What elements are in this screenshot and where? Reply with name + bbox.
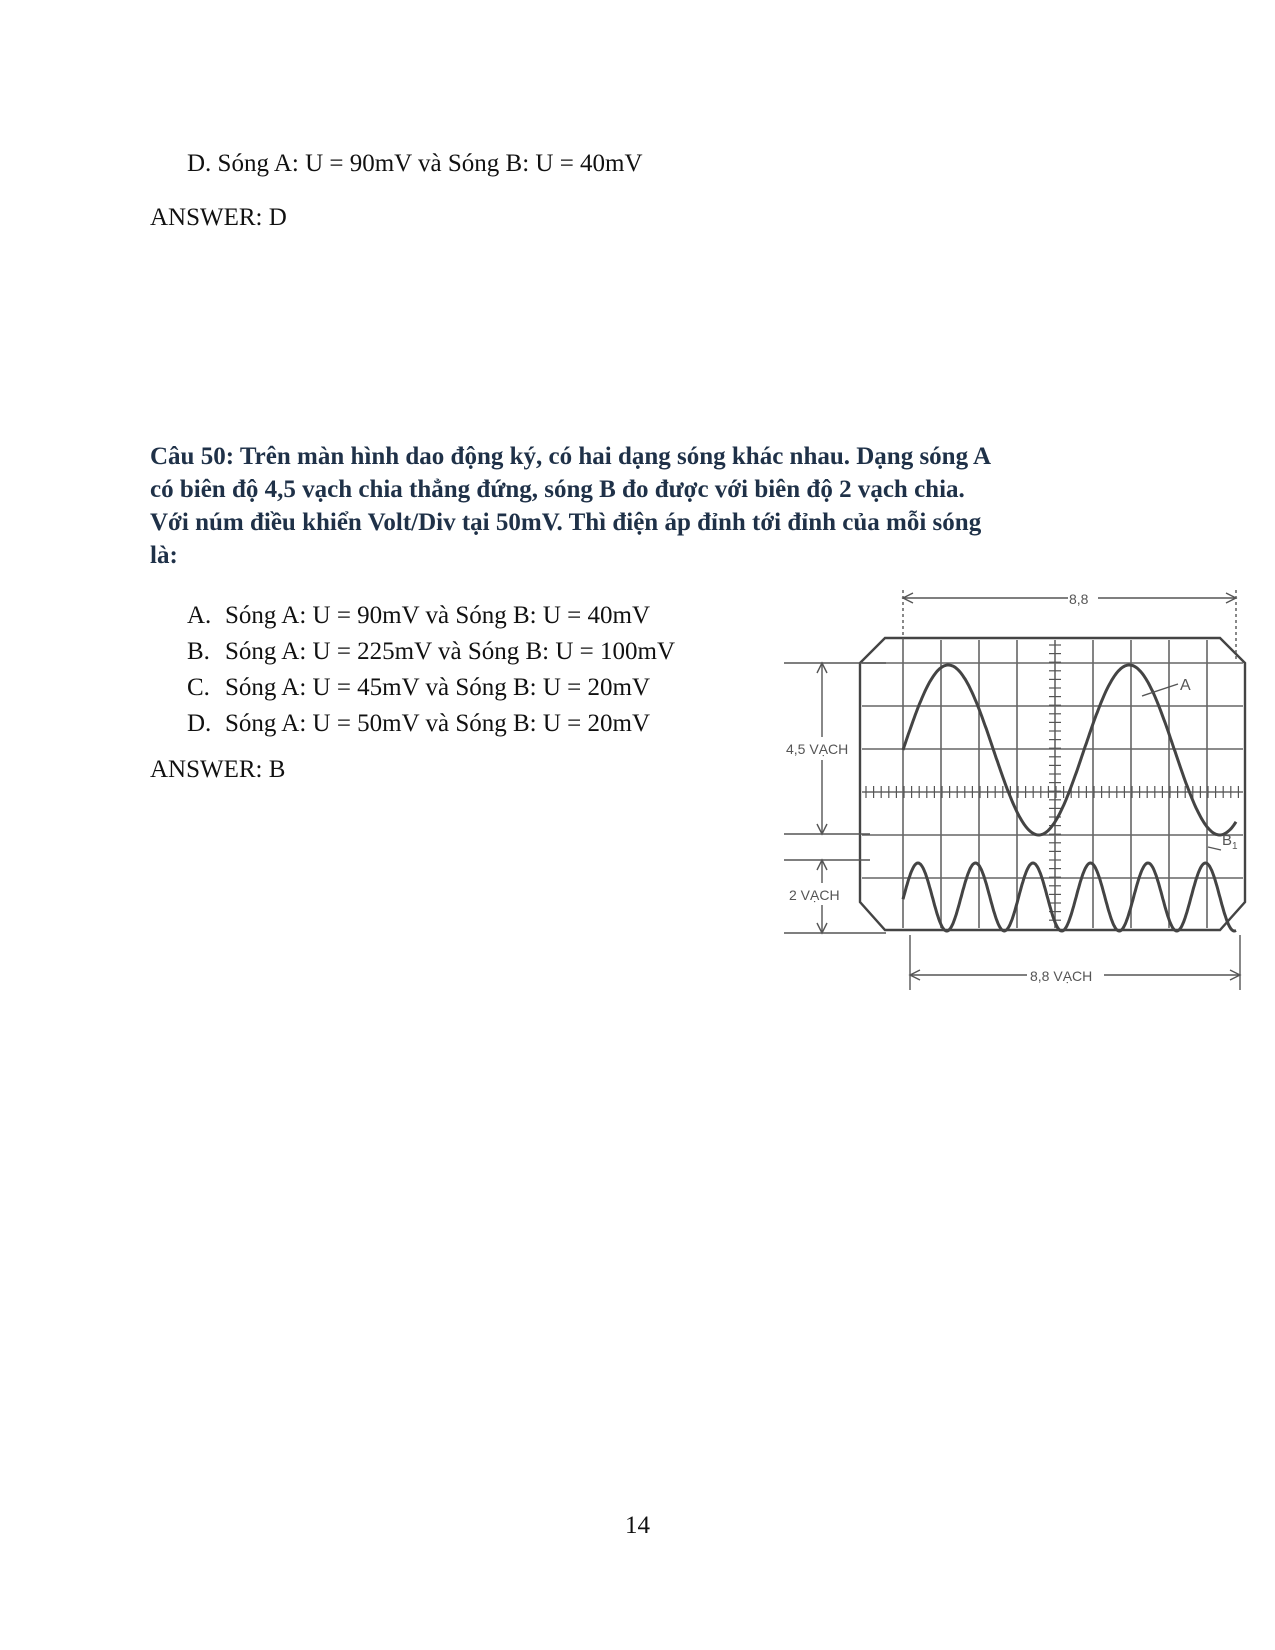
wave-a-dimension-label: 4,5 VẠCH (786, 741, 849, 757)
option-b: B. Sóng A: U = 225mV và Sóng B: U = 100mV (187, 638, 675, 665)
question-line: là: (150, 542, 178, 569)
page-number: 14 (625, 1512, 650, 1539)
question-line: Với núm điều khiển Volt/Div tại 50mV. Thì điện áp đỉnh tới đỉnh của mỗi sóng (150, 509, 982, 536)
question-50 (150, 440, 1125, 572)
option-a: A. Sóng A: U = 90mV và Sóng B: U = 40mV (187, 602, 650, 629)
wave-b-dimension-label: 2 VẠCH (789, 887, 840, 903)
question-line: Câu 50: Trên màn hình dao động ký, có hai dạng sóng khác nhau. Dạng sóng A (150, 443, 992, 470)
top-dimension-label: 8,8 (1069, 591, 1089, 607)
option-d: D. Sóng A: U = 50mV và Sóng B: U = 20mV (187, 710, 650, 737)
answer: ANSWER: B (150, 756, 286, 783)
oscilloscope-figure (784, 590, 1260, 1000)
previous-option-d: D. Sóng A: U = 90mV và Sóng B: U = 40mV (187, 150, 643, 177)
wave-b-label: $B_1$ (1222, 832, 1238, 852)
bottom-dimension-label: 8,8 VẠCH (1030, 968, 1093, 984)
question-line: có biên độ 4,5 vạch chia thẳng đứng, sóng B đo được với biên độ 2 vạch chia. (150, 476, 965, 503)
wave-b-trace (903, 863, 1236, 931)
previous-answer: ANSWER: D (150, 204, 287, 231)
option-c: C. Sóng A: U = 45mV và Sóng B: U = 20mV (187, 674, 650, 701)
answer-options (187, 598, 675, 742)
wave-a-label: A (1180, 677, 1191, 694)
